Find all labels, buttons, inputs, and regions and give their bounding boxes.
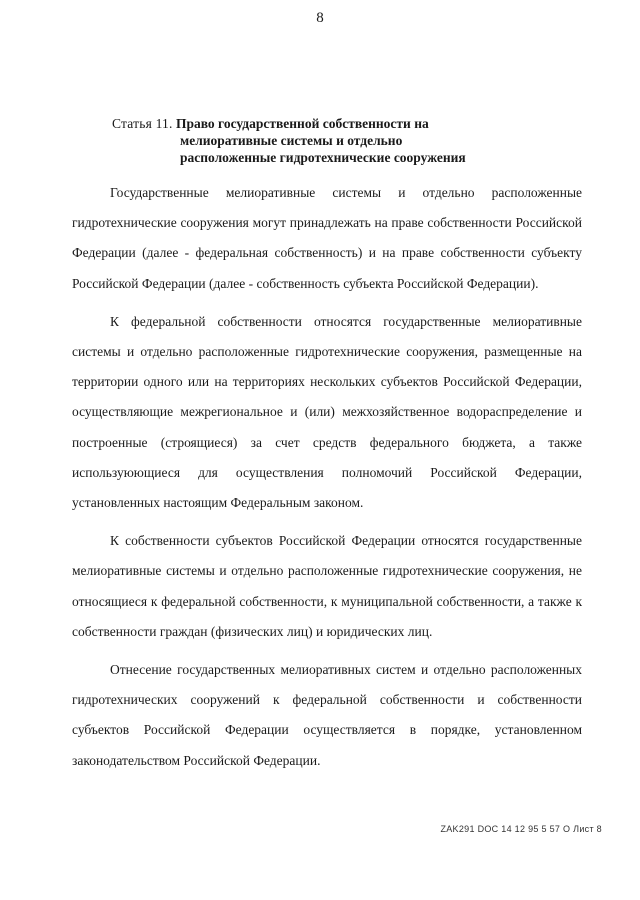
article-title-line-3: расположенные гидротехнические сооружения	[180, 150, 466, 165]
article-label: Статья 11.	[112, 116, 173, 131]
article-body	[72, 178, 582, 776]
paragraph-2: К федеральной собственности относятся государственные мелиоративные системы и отдельно расположенные гидротехнические сооружения, размещенные на территории одного или на территориях нескольких субъектов Российской Федерации, осуществляющие межрегиональное и (или) межхозяйственное водораспределение и построенные (строящиеся) за счет средств федерального бюджета, а также используюющиеся для осуществления полномочий Российской Федерации, установленных настоящим Федеральным законом.	[72, 313, 582, 511]
article-heading	[112, 115, 572, 166]
paragraph-3: К собственности субъектов Российской Федерации относятся государственные мелиоративные системы и отдельно расположенные гидротехнические сооружения, не относящиеся к федеральной собственности, к муниципальной собственности, а также к собственности граждан (физических лиц) и юридических лиц.	[72, 533, 582, 639]
page-number: 8	[316, 10, 324, 26]
article-title-line-2: мелиоративные системы и отдельно	[180, 133, 403, 148]
paragraph-4: Отнесение государственных мелиоративных систем и отдельно расположенных гидротехнических сооружений к федеральной собственности и собственности субъектов Российской Федерации осуществляется в порядке, установленном законодательством Российской Федерации.	[72, 662, 582, 768]
document-footer: ZAK291 DOC 14 12 95 5 57 O Лист 8	[440, 824, 602, 834]
article-title-line-1: Право государственной собственности на	[175, 116, 429, 131]
paragraph-1: Государственные мелиоративные системы и отдельно расположенные гидротехнические сооружения могут принадлежать на праве собственности Российской Федерации (далее - федеральная собственность) и на праве собственности субъекту Российской Федерации (далее - собственность субъекта Российской Федерации).	[72, 185, 582, 291]
